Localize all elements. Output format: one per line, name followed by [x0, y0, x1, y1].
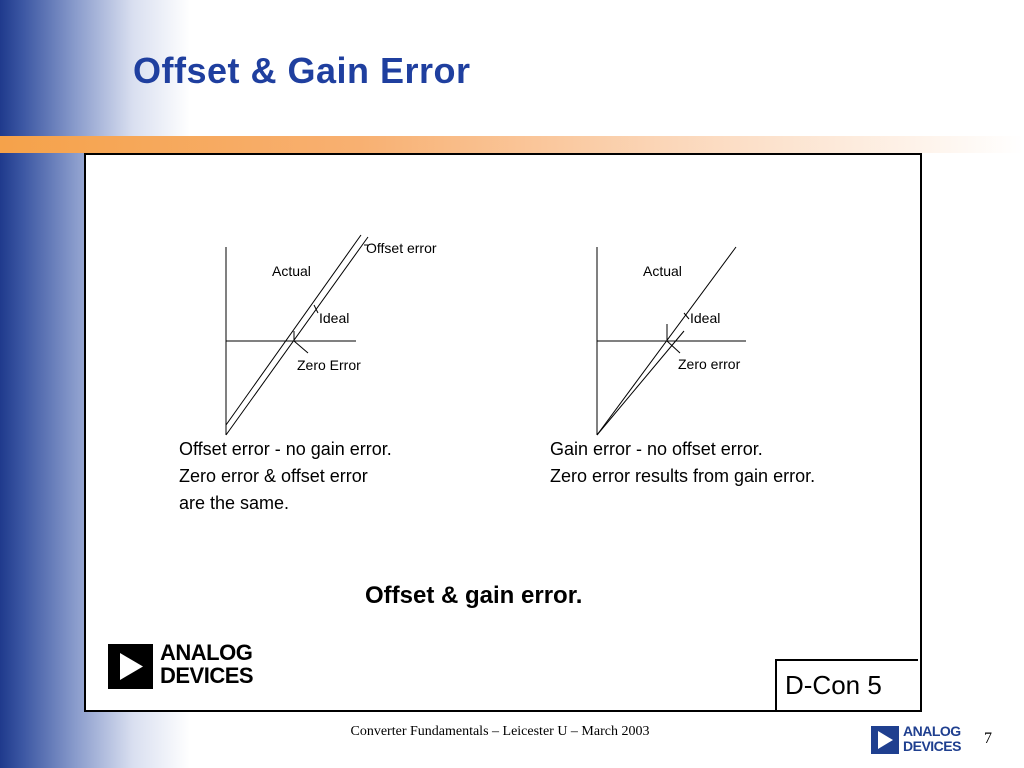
footer-logo-triangle-icon — [871, 726, 899, 754]
left-zero-pointer — [294, 341, 308, 353]
left-caption-line1: Offset error - no gain error. — [179, 439, 392, 459]
footer-analog-devices-logo — [871, 722, 981, 758]
footer-logo-line1: ANALOG — [903, 723, 961, 739]
logo-triangle-icon — [108, 644, 153, 689]
footer-logo-line2: DEVICES — [903, 738, 961, 754]
right-label-actual: Actual — [643, 263, 682, 279]
left-label-offset-error: Offset error — [366, 240, 437, 256]
slide-code-box: D-Con 5 — [775, 659, 918, 710]
right-ideal-line — [597, 331, 684, 435]
footer-text: Converter Fundamentals – Leicester U – March 2003 — [350, 724, 650, 739]
right-caption-line2: Zero error results from gain error. — [550, 466, 816, 486]
left-label-zero-error: Zero Error — [297, 357, 361, 373]
page-number: 7 — [984, 730, 992, 747]
right-label-zero-error: Zero error — [678, 356, 741, 372]
left-caption-line2: Zero error & offset error — [179, 466, 368, 486]
right-caption-line1: Gain error - no offset error. — [550, 439, 763, 459]
analog-devices-logo — [108, 641, 268, 691]
left-caption-line3: are the same. — [179, 493, 290, 513]
diagram-frame — [84, 153, 922, 712]
left-label-actual: Actual — [272, 263, 311, 279]
title-rule — [0, 136, 1024, 153]
slide-title: Offset & Gain Error — [133, 50, 471, 91]
left-label-ideal: Ideal — [319, 310, 350, 326]
logo-text-line2: DEVICES — [160, 663, 254, 688]
error-diagram — [86, 155, 920, 710]
main-caption: Offset & gain error. — [365, 582, 583, 609]
logo-text-line1: ANALOG — [160, 640, 253, 665]
right-label-ideal: Ideal — [690, 310, 721, 326]
